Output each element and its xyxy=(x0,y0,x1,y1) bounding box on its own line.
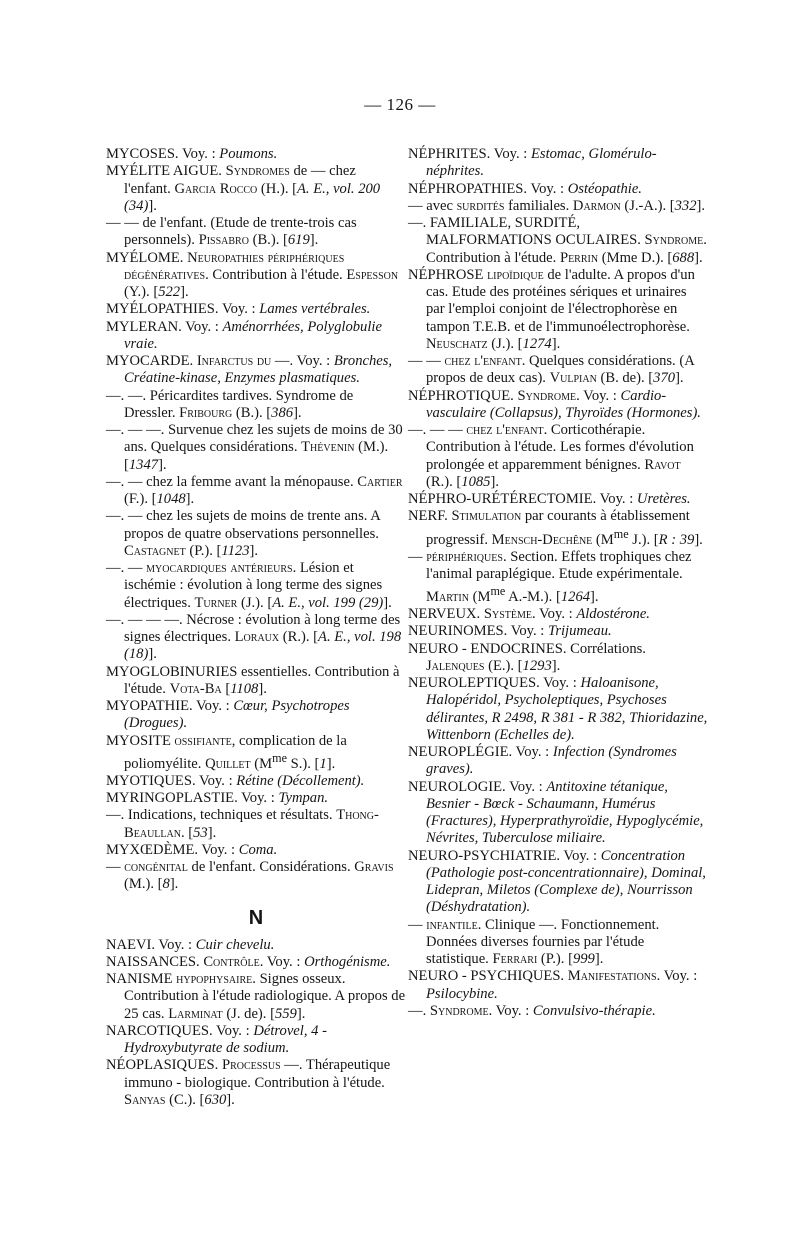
left-entries xyxy=(106,146,406,894)
right-column xyxy=(408,146,708,1020)
index-entry: MYLERAN. Voy. : Aménorrhées, Polyglobulie vraie. xyxy=(106,318,382,352)
index-entry: — infantile. Clinique —. Fonctionnement. Données diverses fournies par l'étude statistique. Ferrari (P.). [999]. xyxy=(408,916,660,968)
index-entry: NERF. Stimulation par courants à établissement progressif. Mensch-Dechêne ($M^{me}$ J.). [R : 39]. xyxy=(408,508,703,548)
index-entry: — avec surdités familiales. Darmon (J.-A.). [332]. xyxy=(408,197,706,214)
left-column xyxy=(106,146,406,1109)
index-entry: MYOPATHIE. Voy. : Cœur, Psychotropes (Drogues). xyxy=(106,698,350,732)
index-entry: NÉPHROTIQUE. Syndrome. Voy. : Cardio-vasculaire (Collapsus), Thyroïdes (Hormones). xyxy=(408,387,701,421)
index-entry: NÉPHROSE lipoïdique de l'adulte. A propos d'un cas. Etude des protéines sériques et urinaires par l'emploi conjoint de l'électrophorèse en tampon T.E.B. et de l'immunoélectrophorèse. Neuschatz (J.). [1274]. xyxy=(408,266,695,352)
index-entry: — — de l'enfant. (Etude de trente-trois cas personnels). Pissabro (B.). [619]. xyxy=(106,215,357,249)
index-entry: MYXŒDÈME. Voy. : Coma. xyxy=(106,841,278,858)
index-entry: —. Indications, techniques et résultats. Thong-Beaullan. [53]. xyxy=(106,807,379,841)
page-number: — 126 — xyxy=(364,95,436,114)
index-entry: NERVEUX. Système. Voy. : Aldostérone. xyxy=(408,606,650,623)
index-entry: —. Syndrome. Voy. : Convulsivo-thérapie. xyxy=(408,1002,656,1019)
index-entry: NEURINOMES. Voy. : Trijumeau. xyxy=(408,623,612,640)
index-entry: NEURO - PSYCHIQUES. Manifestations. Voy. : Psilocybine. xyxy=(408,968,698,1002)
index-entry: NÉOPLASIQUES. Processus —. Thérapeutique immuno - biologique. Contribution à l'étude. Sanyas (C.). [630]. xyxy=(106,1057,391,1108)
index-entry: —. — chez la femme avant la ménopause. Cartier (F.). [1048]. xyxy=(106,473,403,507)
index-entry: NANISME hypophysaire. Signes osseux. Contribution à l'étude radiologique. A propos de 25 cas. Larminat (J. de). [559]. xyxy=(106,971,406,1022)
index-entry: MYÉLOPATHIES. Voy. : Lames vertébrales. xyxy=(106,301,371,318)
index-entry: —. — — chez l'enfant. Corticothérapie. Contribution à l'étude. Les formes d'évolution prolongée et apparemment bénignes. Ravot (R.). [1085]. xyxy=(408,422,694,490)
index-entry: —. —. Péricardites tardives. Syndrome de Dressler. Fribourg (B.). [386]. xyxy=(106,387,354,421)
index-entry: NARCOTIQUES. Voy. : Détrovel, 4 - Hydroxybutyrate de sodium. xyxy=(106,1022,327,1057)
index-entry: MYÉLOME. Neuropathies périphériques dégénératives. Contribution à l'étude. Espesson (Y.). [522]. xyxy=(106,249,399,300)
index-entry: MYOTIQUES. Voy. : Rétine (Décollement). xyxy=(106,772,365,789)
right-entries xyxy=(408,146,708,1020)
index-entry: NEURO - ENDOCRINES. Corrélations. Jalenques (E.). [1293]. xyxy=(408,640,646,674)
index-entry: MYRINGOPLASTIE. Voy. : Tympan. xyxy=(106,790,329,807)
index-entry: MYOGLOBINURIES essentielles. Contribution à l'étude. Vota-Ba [1108]. xyxy=(106,663,400,697)
index-entry: MYOSITE ossifiante, complication de la poliomyélite. Quillet ($M^{me}$ S.). [1]. xyxy=(106,732,347,772)
index-entry: NÉPHRITES. Voy. : Estomac, Glomérulo-néphrites. xyxy=(408,146,657,180)
index-entry: NÉPHROPATHIES. Voy. : Ostéopathie. xyxy=(408,180,642,197)
index-entry: MYOCARDE. Infarctus du —. Voy. : Bronches, Créatine-kinase, Enzymes plasmatiques. xyxy=(106,353,393,387)
index-entry: MYÉLITE AIGUE. Syndromes de — chez l'enfant. Garcia Rocco (H.). [A. E., vol. 200 (34)]. xyxy=(106,163,381,214)
index-entry: —. — chez les sujets de moins de trente ans. A propos de quatre observations personnelles. Castagnet (P.). [1123]. xyxy=(106,508,380,559)
index-entry: —. — — —. Nécrose : évolution à long terme des signes électriques. Loraux (R.). [A. E., vol. 198 (18)]. xyxy=(106,611,402,663)
index-entry: — périphériques. Section. Effets trophiques chez l'animal paraplégique. Etude expérimentale. Martin ($M^{me}$ A.-M.). [1264]. xyxy=(408,548,692,605)
index-entry: MYCOSES. Voy. : Poumons. xyxy=(106,146,278,162)
section-letter: N xyxy=(248,906,264,929)
index-entry: — — chez l'enfant. Quelques considérations. (A propos de deux cas). Vulpian (B. de). [370]. xyxy=(408,353,694,387)
index-entry: NÉPHRO-URÉTÉRECTOMIE. Voy. : Uretères. xyxy=(408,491,691,507)
index-entry: NEUROLOGIE. Voy. : Antitoxine tétanique, Besnier - Bœck - Schaumann, Humérus (Fractures), Hyperprathyroïdie, Hypoglycémie, Névrites, Tuberculose miliaire. xyxy=(408,778,704,847)
index-entry: NEUROPLÉGIE. Voy. : Infection (Syndromes graves). xyxy=(408,744,677,778)
left-entries-n xyxy=(106,937,406,1110)
index-entry: NEURO-PSYCHIATRIE. Voy. : Concentration (Pathologie post-concentrationnaire), Dominal, Lidepran, Miletos (Complexe de), Nourrisson (Déshydratation). xyxy=(408,847,706,916)
index-entry: NEUROLEPTIQUES. Voy. : Haloanisone, Halopéridol, Psycholeptiques, Psychoses délirantes, R 2498, R 381 - R 382, Thioridazine, Wittenborn (Echelles de). xyxy=(408,675,708,743)
index-entry: NAISSANCES. Contrôle. Voy. : Orthogénisme. xyxy=(106,953,391,970)
index-entry: —. — myocardiques antérieurs. Lésion et ischémie : évolution à long terme des signes électriques. Turner (J.). [A. E., vol. 199 (29)]. xyxy=(106,560,392,611)
index-entry: —. FAMILIALE, SURDITÉ, MALFORMATIONS OCULAIRES. Syndrome. Contribution à l'étude. Perrin (Mme D.). [688]. xyxy=(408,215,707,266)
index-entry: —. — —. Survenue chez les sujets de moins de 30 ans. Quelques considérations. Thévenin (M.). [1347]. xyxy=(106,422,403,473)
index-entry: NAEVI. Voy. : Cuir chevelu. xyxy=(106,936,275,953)
index-entry: — congénital de l'enfant. Considérations. Gravis (M.). [8]. xyxy=(106,859,394,893)
